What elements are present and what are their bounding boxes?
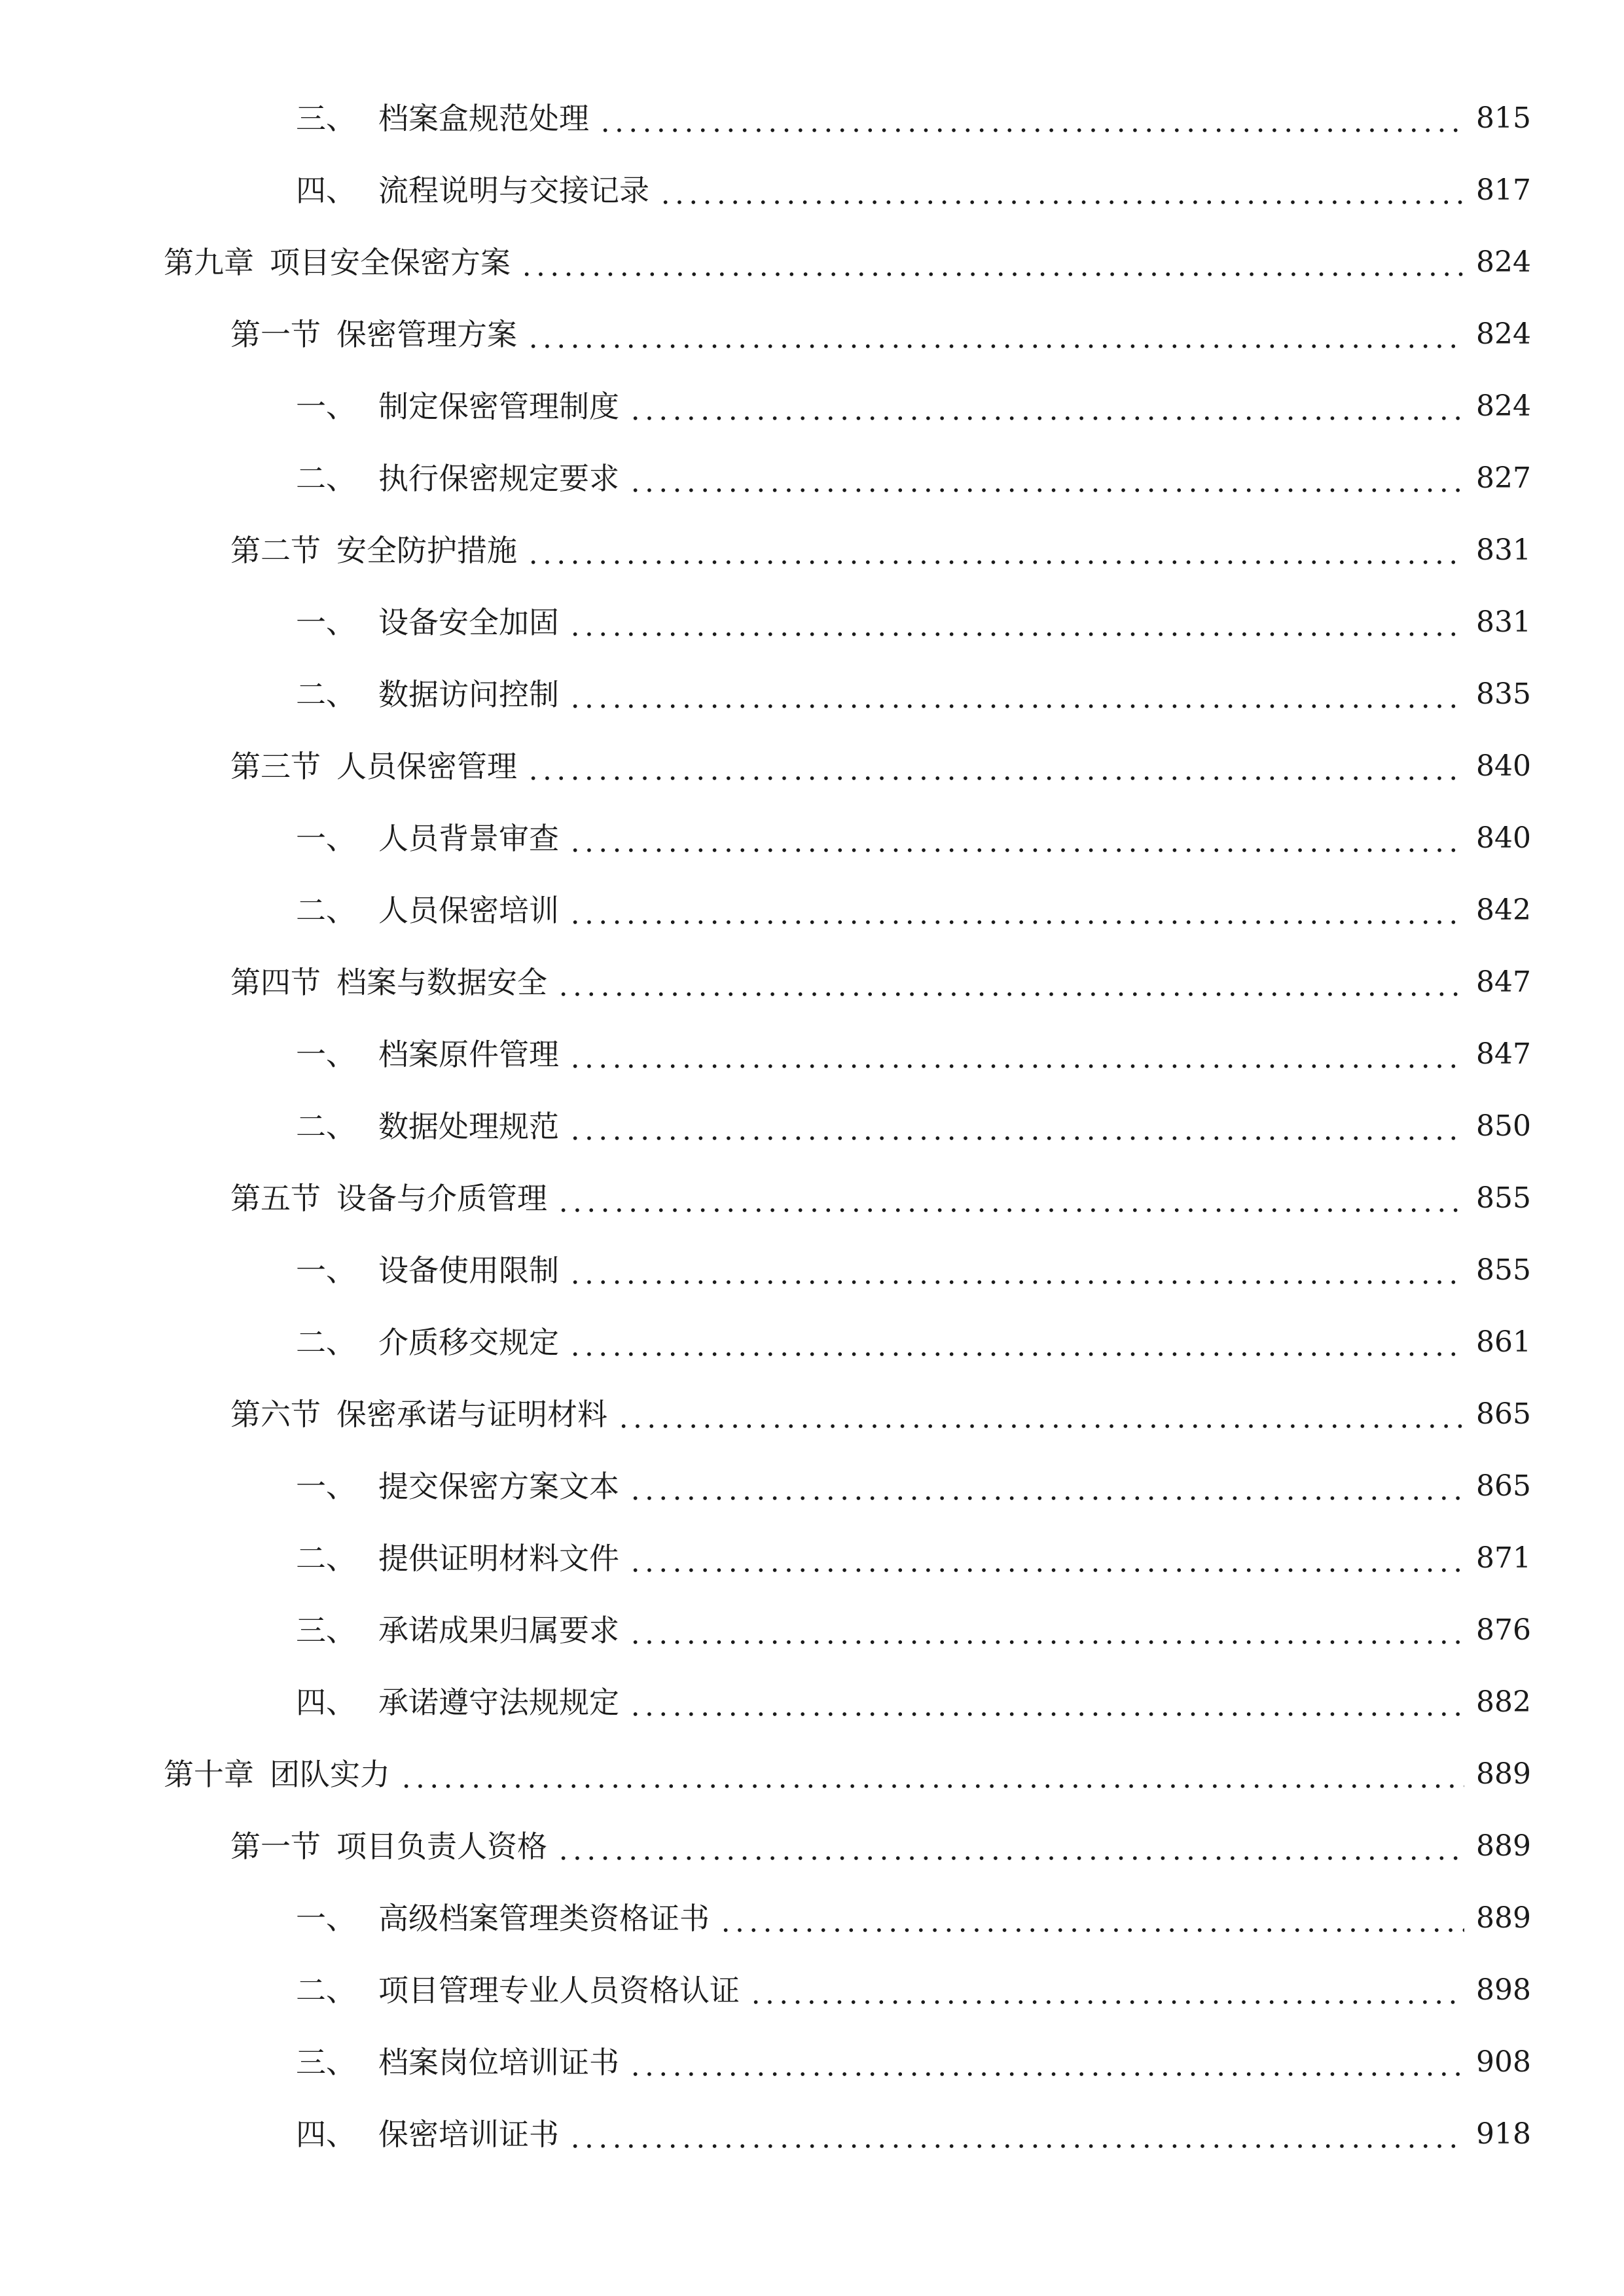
entry-page-number: 861 xyxy=(1476,1325,1531,1359)
entry-title: 项目安全保密方案 xyxy=(270,245,511,280)
entry-title: 档案原件管理 xyxy=(378,1037,559,1072)
entry-title: 档案盒规范处理 xyxy=(378,101,589,136)
entry-number: 四、 xyxy=(296,1685,356,1720)
entry-page-number: 840 xyxy=(1476,749,1531,783)
entry-title: 数据访问控制 xyxy=(378,677,559,712)
dot-leader xyxy=(628,1532,1464,1585)
entry-title: 团队实力 xyxy=(270,1757,390,1792)
entry-title: 保密管理方案 xyxy=(336,317,517,352)
toc-entry-section[interactable] xyxy=(296,1532,1531,1585)
entry-title: 数据处理规范 xyxy=(378,1109,559,1144)
entry-page-number: 847 xyxy=(1476,965,1531,999)
entry-number: 三、 xyxy=(296,1613,356,1648)
entry-number: 第五节 xyxy=(230,1181,321,1216)
entry-page-number: 865 xyxy=(1476,1397,1531,1431)
entry-title: 人员保密培训 xyxy=(378,893,559,928)
entry-number: 一、 xyxy=(296,1037,356,1072)
entry-title: 档案岗位培训证书 xyxy=(378,2045,619,2080)
entry-number: 一、 xyxy=(296,821,356,856)
toc-entry-subchapter[interactable] xyxy=(230,956,1531,1009)
entry-number: 四、 xyxy=(296,2117,356,2152)
entry-title: 设备使用限制 xyxy=(378,1253,559,1288)
dot-leader xyxy=(568,2108,1464,2161)
toc-entry-section[interactable] xyxy=(296,596,1531,649)
toc-entry-subchapter[interactable] xyxy=(230,740,1531,793)
entry-title: 保密培训证书 xyxy=(378,2117,559,2152)
dot-leader xyxy=(749,1964,1464,2017)
entry-number: 四、 xyxy=(296,173,356,208)
entry-title: 高级档案管理类资格证书 xyxy=(378,1901,710,1936)
dot-leader xyxy=(556,1820,1464,1873)
entry-page-number: 882 xyxy=(1476,1685,1531,1719)
toc-entry-section[interactable] xyxy=(296,92,1531,145)
toc-entry-subchapter[interactable] xyxy=(230,1388,1531,1441)
entry-title: 安全防护措施 xyxy=(336,533,517,568)
entry-page-number: 842 xyxy=(1476,893,1531,927)
toc-entry-subchapter[interactable] xyxy=(230,308,1531,361)
toc-entry-subchapter[interactable] xyxy=(230,524,1531,577)
dot-leader xyxy=(526,308,1464,361)
entry-page-number: 817 xyxy=(1476,173,1531,207)
toc-entry-section[interactable] xyxy=(296,1460,1531,1513)
dot-leader xyxy=(568,884,1464,937)
entry-page-number: 898 xyxy=(1476,1973,1531,2007)
entry-page-number: 855 xyxy=(1476,1253,1531,1287)
entry-title: 档案与数据安全 xyxy=(336,965,547,1000)
dot-leader xyxy=(568,1316,1464,1369)
toc-entry-section[interactable] xyxy=(296,1244,1531,1297)
dot-leader xyxy=(520,236,1464,289)
entry-number: 二、 xyxy=(296,893,356,928)
entry-page-number: 876 xyxy=(1476,1613,1531,1647)
dot-leader xyxy=(719,1892,1464,1945)
entry-page-number: 831 xyxy=(1476,533,1531,567)
dot-leader xyxy=(399,1748,1464,1801)
entry-number: 第三节 xyxy=(230,749,321,784)
entry-page-number: 831 xyxy=(1476,605,1531,639)
entry-page-number: 827 xyxy=(1476,461,1531,495)
toc-entry-subchapter[interactable] xyxy=(230,1172,1531,1225)
dot-leader xyxy=(526,524,1464,577)
entry-page-number: 889 xyxy=(1476,1829,1531,1863)
toc-entry-section[interactable] xyxy=(296,1676,1531,1729)
entry-number: 三、 xyxy=(296,101,356,136)
entry-number: 一、 xyxy=(296,1469,356,1504)
dot-leader xyxy=(628,1676,1464,1729)
dot-leader xyxy=(526,740,1464,793)
entry-number: 二、 xyxy=(296,1325,356,1360)
entry-number: 一、 xyxy=(296,1253,356,1288)
dot-leader xyxy=(628,1604,1464,1657)
entry-page-number: 824 xyxy=(1476,389,1531,423)
entry-page-number: 835 xyxy=(1476,677,1531,711)
entry-number: 第十章 xyxy=(164,1757,254,1792)
toc-entry-subchapter[interactable] xyxy=(230,1820,1531,1873)
dot-leader xyxy=(568,812,1464,865)
toc-entry-section[interactable] xyxy=(296,2108,1531,2161)
entry-title: 执行保密规定要求 xyxy=(378,461,619,496)
entry-title: 介质移交规定 xyxy=(378,1325,559,1360)
toc-entry-section[interactable] xyxy=(296,1316,1531,1369)
toc-entry-chapter[interactable] xyxy=(164,1748,1531,1801)
entry-page-number: 847 xyxy=(1476,1037,1531,1071)
entry-title: 承诺遵守法规规定 xyxy=(378,1685,619,1720)
dot-leader xyxy=(568,1028,1464,1081)
entry-page-number: 855 xyxy=(1476,1181,1531,1215)
entry-number: 第一节 xyxy=(230,317,321,352)
dot-leader xyxy=(568,1244,1464,1297)
entry-number: 二、 xyxy=(296,1973,356,2008)
toc-entry-chapter[interactable] xyxy=(164,236,1531,289)
toc-entry-section[interactable] xyxy=(296,1964,1531,2017)
dot-leader xyxy=(628,1460,1464,1513)
entry-number: 一、 xyxy=(296,389,356,424)
entry-number: 二、 xyxy=(296,1541,356,1576)
toc-entry-section[interactable] xyxy=(296,668,1531,721)
entry-number: 二、 xyxy=(296,1109,356,1144)
entry-title: 提交保密方案文本 xyxy=(378,1469,619,1504)
dot-leader xyxy=(556,956,1464,1009)
entry-title: 人员背景审查 xyxy=(378,821,559,856)
toc-entry-section[interactable] xyxy=(296,2036,1531,2089)
toc-entry-section[interactable] xyxy=(296,1892,1531,1945)
dot-leader xyxy=(568,1100,1464,1153)
entry-title: 项目管理专业人员资格认证 xyxy=(378,1973,740,2008)
entry-page-number: 918 xyxy=(1476,2117,1531,2151)
entry-title: 承诺成果归属要求 xyxy=(378,1613,619,1648)
toc-entry-section[interactable] xyxy=(296,1100,1531,1153)
dot-leader xyxy=(628,2036,1464,2089)
toc-entry-section[interactable] xyxy=(296,452,1531,505)
entry-number: 二、 xyxy=(296,461,356,496)
entry-number: 第六节 xyxy=(230,1397,321,1432)
entry-title: 设备安全加固 xyxy=(378,605,559,640)
entry-page-number: 840 xyxy=(1476,821,1531,855)
dot-leader xyxy=(556,1172,1464,1225)
dot-leader xyxy=(617,1388,1464,1441)
entry-title: 项目负责人资格 xyxy=(336,1829,547,1864)
entry-number: 一、 xyxy=(296,605,356,640)
toc-entry-section[interactable] xyxy=(296,812,1531,865)
entry-title: 保密承诺与证明材料 xyxy=(336,1397,607,1432)
toc-entry-section[interactable] xyxy=(296,884,1531,937)
dot-leader xyxy=(628,452,1464,505)
entry-title: 提供证明材料文件 xyxy=(378,1541,619,1576)
dot-leader xyxy=(598,92,1464,145)
toc-entry-section[interactable] xyxy=(296,1604,1531,1657)
entry-title: 人员保密管理 xyxy=(336,749,517,784)
dot-leader xyxy=(568,668,1464,721)
entry-page-number: 850 xyxy=(1476,1109,1531,1143)
dot-leader xyxy=(568,596,1464,649)
entry-page-number: 889 xyxy=(1476,1757,1531,1791)
entry-page-number: 889 xyxy=(1476,1901,1531,1935)
dot-leader xyxy=(659,164,1464,217)
entry-title: 制定保密管理制度 xyxy=(378,389,619,424)
entry-number: 第九章 xyxy=(164,245,254,280)
entry-page-number: 815 xyxy=(1476,101,1531,135)
entry-number: 第一节 xyxy=(230,1829,321,1864)
entry-number: 一、 xyxy=(296,1901,356,1936)
toc-entry-section[interactable] xyxy=(296,380,1531,433)
toc-entry-section[interactable] xyxy=(296,1028,1531,1081)
entry-title: 设备与介质管理 xyxy=(336,1181,547,1216)
dot-leader xyxy=(628,380,1464,433)
entry-title: 流程说明与交接记录 xyxy=(378,173,649,208)
entry-page-number: 824 xyxy=(1476,317,1531,351)
entry-page-number: 871 xyxy=(1476,1541,1531,1575)
entry-number: 二、 xyxy=(296,677,356,712)
toc-entry-section[interactable] xyxy=(296,164,1531,217)
entry-number: 第四节 xyxy=(230,965,321,1000)
entry-page-number: 865 xyxy=(1476,1469,1531,1503)
entry-number: 三、 xyxy=(296,2045,356,2080)
entry-page-number: 908 xyxy=(1476,2045,1531,2079)
entry-page-number: 824 xyxy=(1476,245,1531,279)
entry-number: 第二节 xyxy=(230,533,321,568)
